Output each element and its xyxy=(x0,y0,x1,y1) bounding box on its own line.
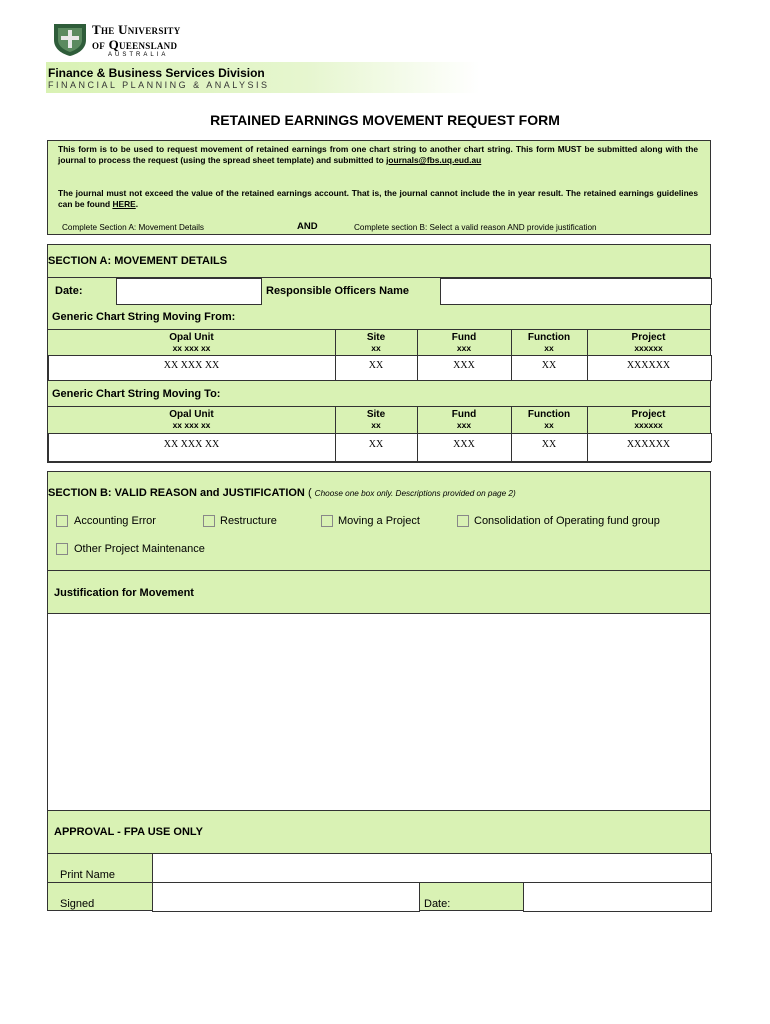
to-col-function: Function xx xyxy=(527,409,571,430)
moving-project-label: Moving a Project xyxy=(338,515,420,527)
complete-section-a-instruction: Complete Section A: Movement Details xyxy=(62,223,204,232)
to-fund-field[interactable]: XXX xyxy=(453,439,475,450)
from-fund-field[interactable]: XXX xyxy=(453,360,475,371)
date-field[interactable] xyxy=(116,278,262,305)
to-function-field[interactable]: XX xyxy=(541,439,557,450)
to-col-project: Project xxxxxx xyxy=(631,409,666,430)
section-b-note: Choose one box only. Descriptions provided on page 2) xyxy=(314,489,516,498)
moving-to-label: Generic Chart String Moving To: xyxy=(52,388,221,400)
justification-textarea[interactable] xyxy=(47,613,711,811)
division-title: Finance & Business Services Division xyxy=(48,66,265,80)
from-col-fund: Fund xxx xyxy=(451,332,477,353)
responsible-officer-label: Responsible Officers Name xyxy=(266,285,410,297)
to-col-fund: Fund xxx xyxy=(451,409,477,430)
complete-section-b-instruction: Complete section B: Select a valid reason AND provide justification xyxy=(354,223,597,232)
section-b-title-text: SECTION B: VALID REASON and JUSTIFICATION xyxy=(48,487,305,499)
and-connector: AND xyxy=(297,221,318,232)
to-opal-unit-field[interactable]: XX XXX XX xyxy=(163,439,220,450)
to-site-field[interactable]: XX xyxy=(368,439,384,450)
instructions-box xyxy=(47,140,711,235)
from-function-field[interactable]: XX xyxy=(541,360,557,371)
accounting-error-checkbox[interactable] xyxy=(56,515,68,527)
from-opal-unit-field[interactable]: XX XXX XX xyxy=(163,360,220,371)
other-project-maintenance-checkbox[interactable] xyxy=(56,543,68,555)
approval-date-label: Date: xyxy=(424,898,451,910)
section-b-title xyxy=(48,487,516,499)
university-name-line2: of Queensland xyxy=(92,37,178,52)
moving-project-checkbox[interactable] xyxy=(321,515,333,527)
other-project-maintenance-label: Other Project Maintenance xyxy=(74,543,205,555)
moving-from-label: Generic Chart String Moving From: xyxy=(52,311,236,323)
university-crest-logo xyxy=(52,22,88,56)
section-a-panel xyxy=(47,244,711,463)
date-label: Date: xyxy=(55,285,83,297)
restructure-label: Restructure xyxy=(220,515,277,527)
responsible-officer-field[interactable] xyxy=(440,278,712,305)
approval-label: APPROVAL - FPA USE ONLY xyxy=(54,826,203,838)
signed-field[interactable] xyxy=(152,882,420,912)
instructions-text-1: This form is to be used to request movement of retained earnings from one chart string to another chart string. This form MUST be submitted along with the journal to process the request (using the spread sheet template) and submitted to xyxy=(58,144,698,165)
print-name-label: Print Name xyxy=(60,869,116,881)
from-project-field[interactable]: XXXXXX xyxy=(626,360,671,371)
from-col-opal-unit: Opal Unit xx xxx xx xyxy=(169,332,214,353)
instructions-period: . xyxy=(135,199,139,209)
approval-date-field[interactable] xyxy=(523,882,712,912)
from-col-project: Project xxxxxx xyxy=(631,332,666,353)
justification-label: Justification for Movement xyxy=(54,587,194,599)
from-site-field[interactable]: XX xyxy=(368,360,384,371)
consolidation-label: Consolidation of Operating fund group xyxy=(474,515,660,527)
to-project-field[interactable]: XXXXXX xyxy=(626,439,671,450)
section-b-panel xyxy=(47,471,711,911)
consolidation-checkbox[interactable] xyxy=(457,515,469,527)
signed-label: Signed xyxy=(60,898,95,910)
journals-email-link[interactable]: journals@fbs.uq.eud.au xyxy=(386,155,482,165)
restructure-checkbox[interactable] xyxy=(203,515,215,527)
university-country: AUSTRALIA xyxy=(108,52,169,58)
division-subtitle: FINANCIAL PLANNING & ANALYSIS xyxy=(48,80,270,90)
from-col-function: Function xx xyxy=(527,332,571,353)
guidelines-here-link[interactable]: HERE xyxy=(112,199,136,209)
instructions-text-2: The journal must not exceed the value of the retained earnings account. That is, the journal cannot include the in year result. The retained earnings guidelines can be found xyxy=(58,188,698,209)
instructions-paragraph-1 xyxy=(58,144,698,166)
section-a-title: SECTION A: MOVEMENT DETAILS xyxy=(48,255,228,267)
form-title: RETAINED EARNINGS MOVEMENT REQUEST FORM xyxy=(210,112,560,128)
instructions-paragraph-2 xyxy=(58,188,698,210)
to-col-site: Site xx xyxy=(366,409,386,430)
to-col-opal-unit: Opal Unit xx xxx xx xyxy=(169,409,214,430)
university-name-line1: The University xyxy=(92,22,181,37)
section-b-paren: ( xyxy=(304,487,315,499)
accounting-error-label: Accounting Error xyxy=(74,515,156,527)
from-col-site: Site xx xyxy=(366,332,386,353)
print-name-field[interactable] xyxy=(152,853,712,883)
